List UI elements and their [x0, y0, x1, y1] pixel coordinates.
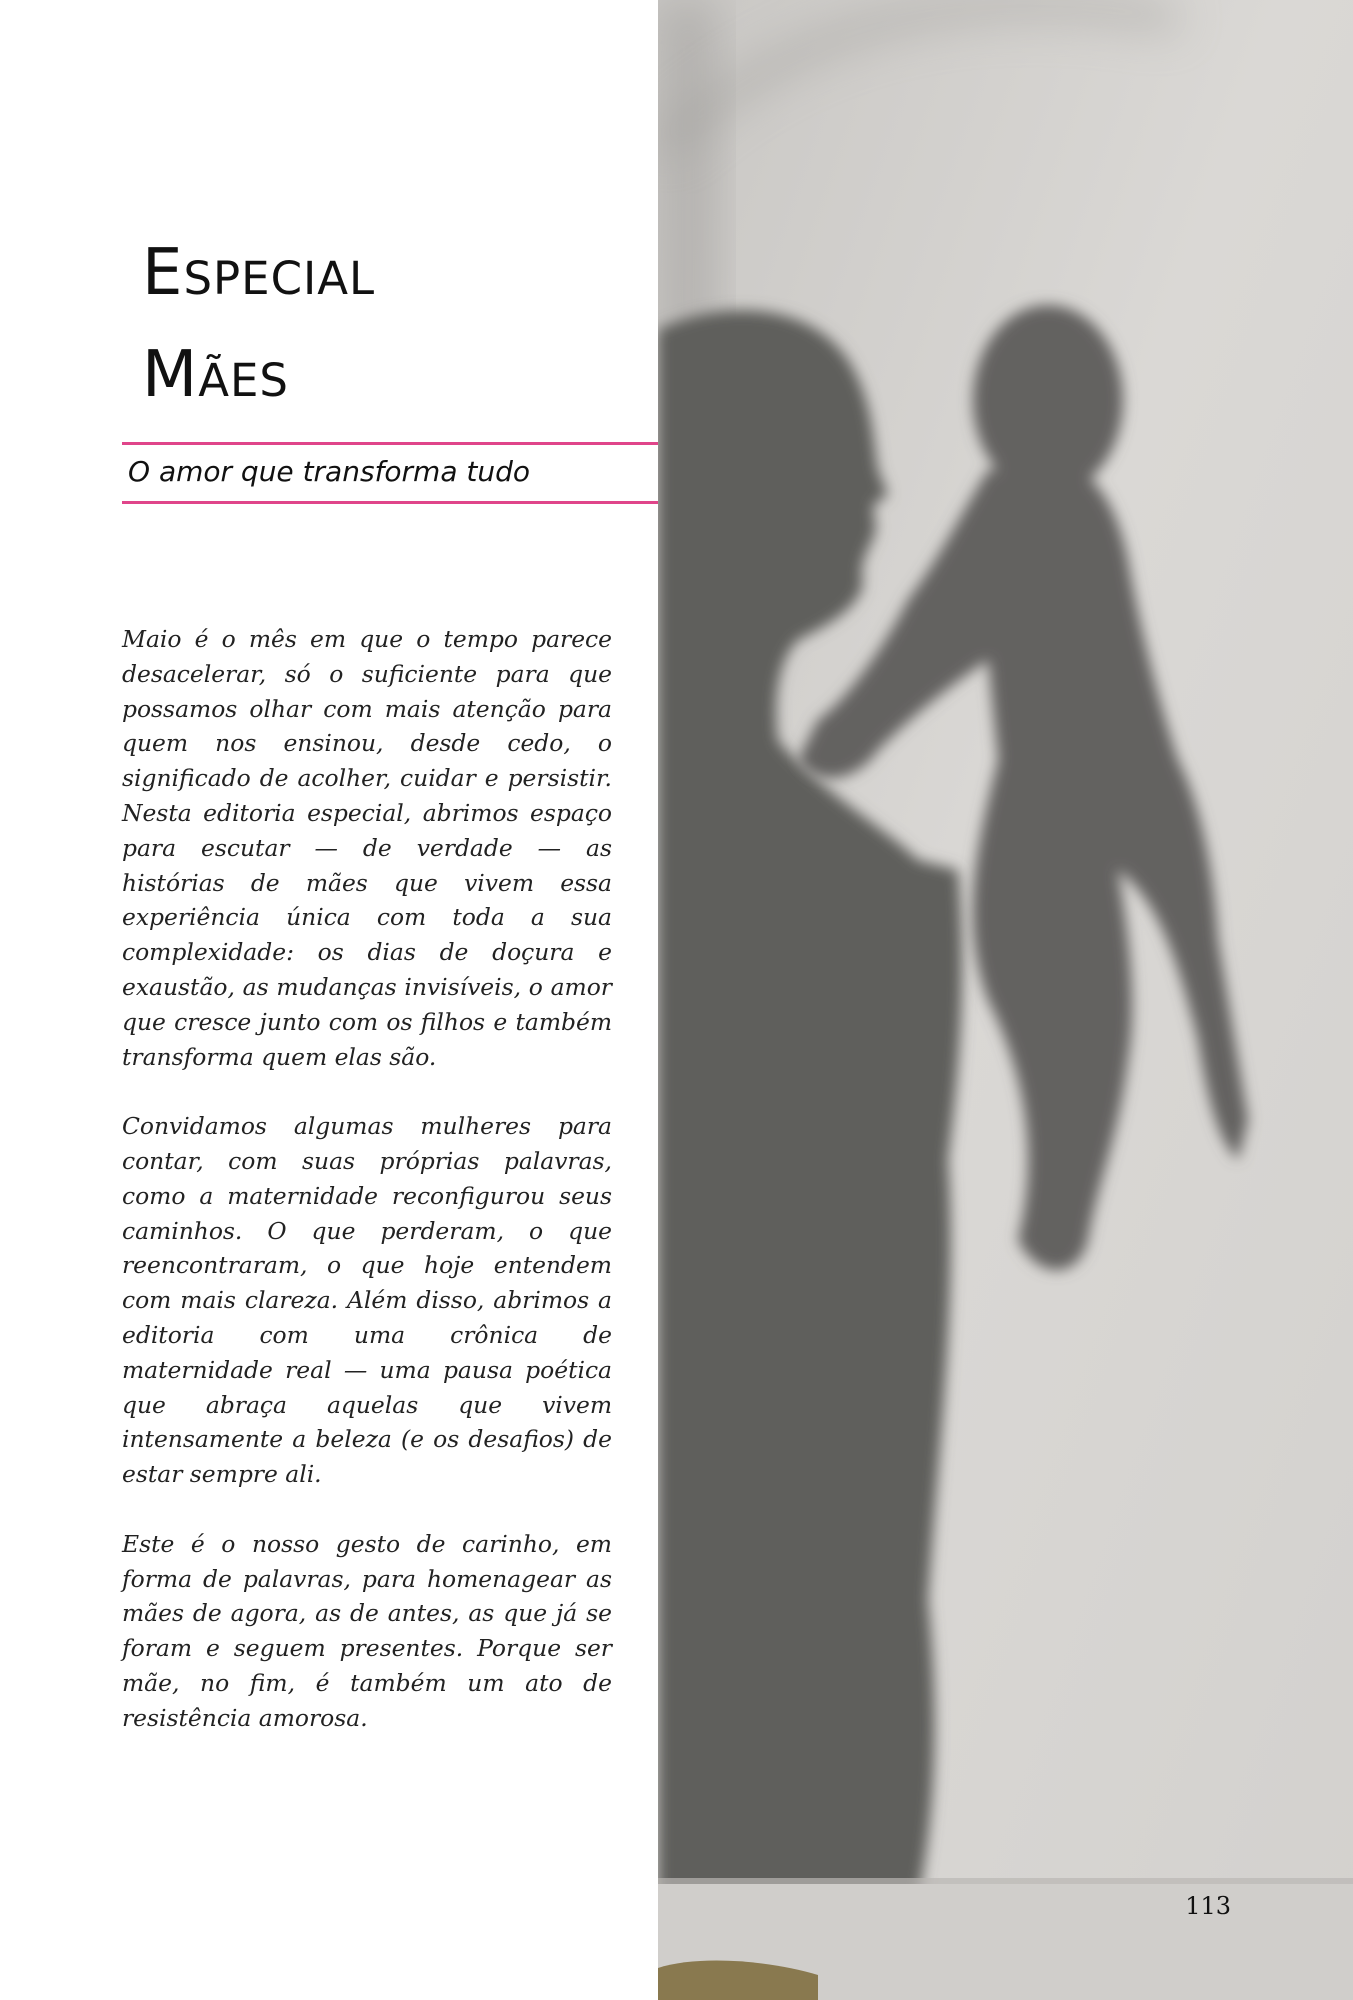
shadow-photo: [658, 0, 1353, 2000]
page-title: [142, 222, 642, 426]
subtitle-band: [122, 442, 658, 504]
article-body: [122, 622, 612, 1770]
mother-baby-shadow-image: [658, 0, 1353, 2000]
text-column: [0, 0, 658, 2000]
page-number: 113: [1185, 1892, 1231, 1920]
paragraph-3: Este é o nosso gesto de carinho, em forma de palavras, para homenagear as mães de agora, as de antes, as que já se foram e seguem presentes. Porque ser mãe, no fim, é também um ato de resistência amorosa.: [122, 1529, 612, 1732]
title-line-2: Mães: [142, 338, 289, 412]
paragraph-1: Maio é o mês em que o tempo parece desacelerar, só o suficiente para que possamos olhar com mais atenção para quem nos ensinou, desde cedo, o significado de acolher, cuidar e persistir. Nesta editoria especial, abrimos espaço para escutar — de verdade — as histórias de mães que vivem essa experiência única com toda a sua complexidade: os dias de doçura e exaustão, as mudanças invisíveis, o amor que cresce junto com os filhos e também transforma quem elas são.: [122, 625, 612, 1071]
subtitle: O amor que transforma tudo: [128, 455, 531, 488]
title-line-1: Especial: [142, 236, 376, 310]
paragraph-2: Convidamos algumas mulheres para contar, com suas próprias palavras, como a maternidade reconfigurou seus caminhos. O que perderam, o que reencontraram, o que hoje entendem com mais clareza. Além disso, abrimos a editoria com uma crônica de maternidade real — uma pausa poética que abraça aquelas que vivem intensamente a beleza (e os desafios) de estar sempre ali.: [122, 1112, 612, 1489]
